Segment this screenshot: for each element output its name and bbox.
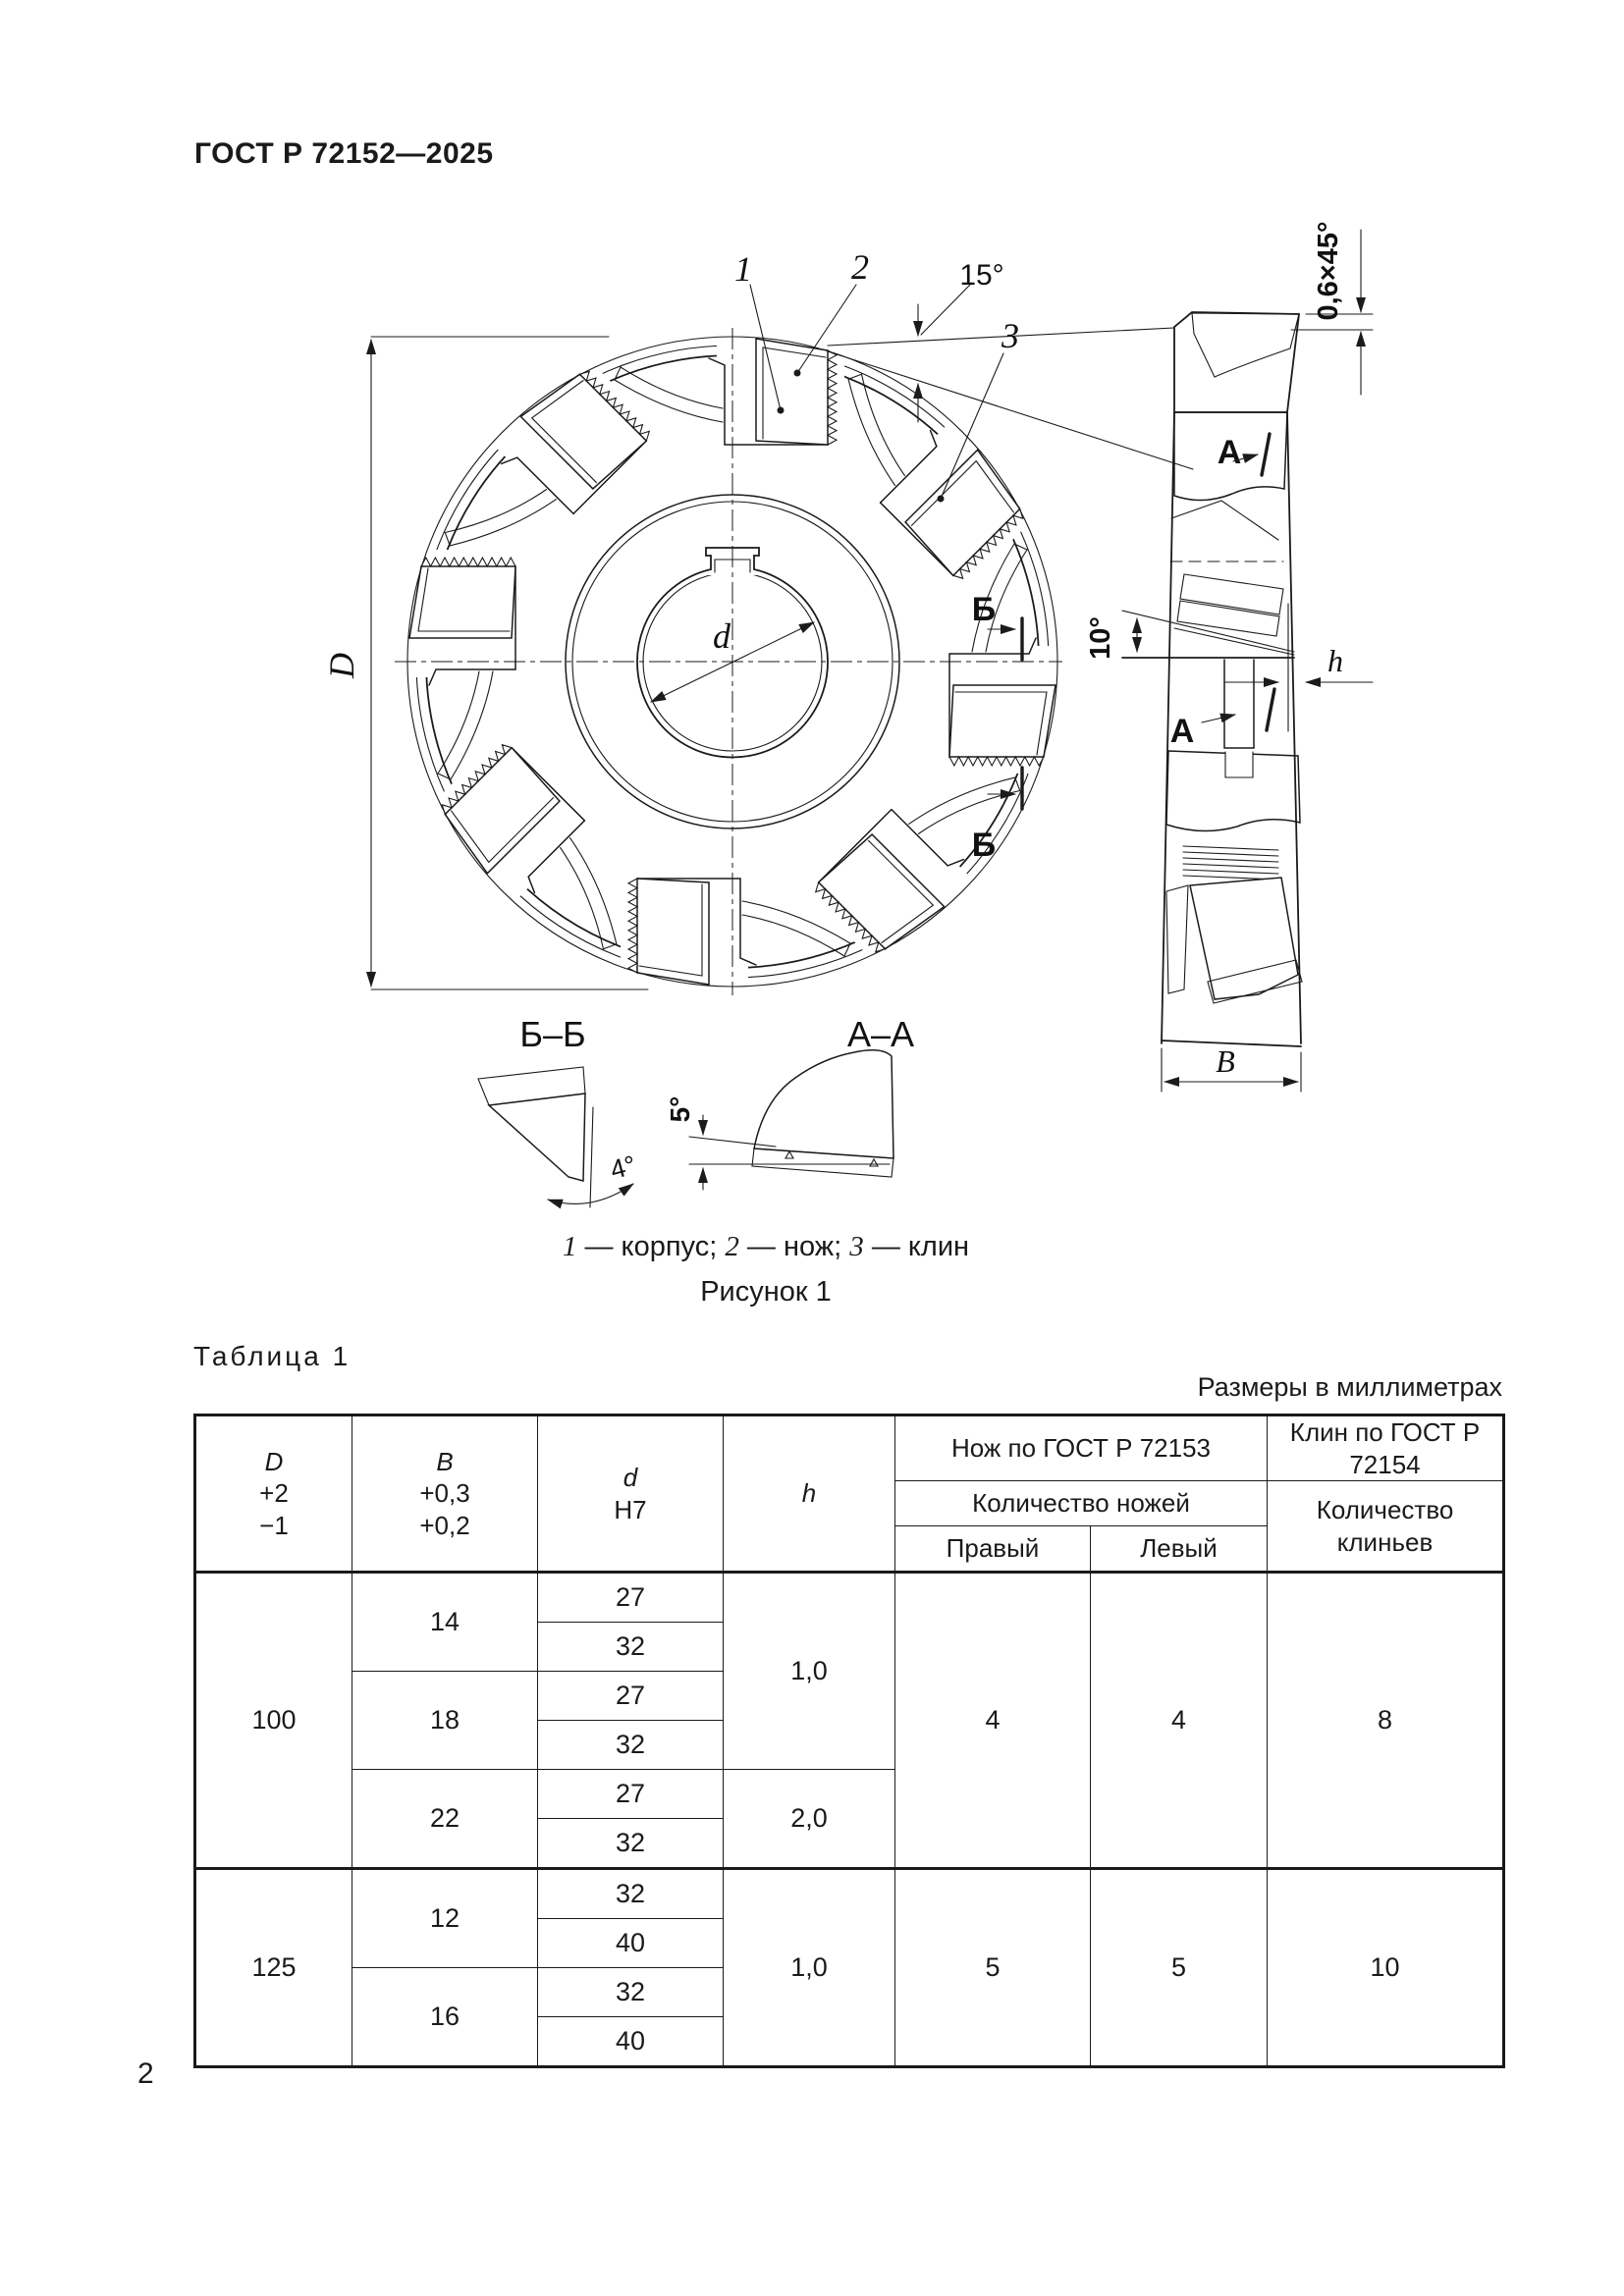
cell-D: 100 xyxy=(195,1573,352,1869)
col-header-D xyxy=(195,1415,352,1573)
cell-knives-left: 4 xyxy=(1091,1573,1268,1869)
angle-5-label: 5° xyxy=(665,1095,695,1123)
dim-D-label: D xyxy=(322,653,361,678)
dim-h-label: h xyxy=(1327,643,1343,678)
section-BB-view xyxy=(478,1014,639,1207)
col-header-h xyxy=(724,1415,895,1573)
caption-num-1: 1 xyxy=(562,1231,577,1262)
cell-d: 27 xyxy=(538,1573,724,1623)
table-row xyxy=(195,1869,1504,1919)
cell-wedges: 10 xyxy=(1268,1869,1504,2067)
table-units-note: Размеры в миллиметрах xyxy=(1197,1372,1502,1402)
cell-h: 1,0 xyxy=(724,1573,895,1770)
col-B-tol-upper: +0,3 xyxy=(419,1478,470,1509)
subheader-wedge-count: Количество клиньев xyxy=(1268,1481,1504,1573)
page-number: 2 xyxy=(137,2057,154,2090)
part-3-label: 3 xyxy=(1001,316,1019,355)
chamfer-label: 0,6×45° xyxy=(1313,221,1344,321)
angle-4-label: 4° xyxy=(607,1149,640,1186)
cell-d: 32 xyxy=(538,1721,724,1770)
cell-knives-left: 5 xyxy=(1091,1869,1268,2067)
col-D-tol-upper: +2 xyxy=(259,1478,289,1509)
subheader-right: Правый xyxy=(895,1526,1091,1573)
caption-text-1: — корпус; xyxy=(576,1231,726,1262)
section-AA-view xyxy=(665,1014,914,1190)
col-B-tol-lower: +0,2 xyxy=(419,1510,470,1540)
col-B-symbol: B xyxy=(436,1446,454,1476)
dim-chamfer xyxy=(1291,221,1373,395)
cell-B: 18 xyxy=(352,1672,538,1770)
col-D-tol-lower: −1 xyxy=(259,1510,289,1540)
dim-h xyxy=(1225,604,1373,731)
section-B-label-bottom: Б xyxy=(971,827,997,864)
section-AA-title: А–А xyxy=(846,1014,915,1054)
part-1-label: 1 xyxy=(734,249,752,289)
cell-d: 27 xyxy=(538,1770,724,1819)
caption-text-3: — клин xyxy=(863,1231,970,1262)
angle-15-label: 15° xyxy=(959,259,1004,292)
dim-d-label: d xyxy=(713,616,731,656)
cell-knives-right: 5 xyxy=(895,1869,1091,2067)
cell-d: 32 xyxy=(538,1968,724,2017)
group-header-knife: Нож по ГОСТ Р 72153 xyxy=(895,1415,1268,1481)
col-h-symbol: h xyxy=(801,1478,817,1509)
serration-strip-side xyxy=(1183,846,1278,880)
cell-d: 32 xyxy=(538,1819,724,1869)
col-d-fit: H7 xyxy=(614,1494,647,1524)
dim-B-label: B xyxy=(1216,1043,1235,1079)
cell-B: 16 xyxy=(352,1968,538,2067)
figure-name: Рисунок 1 xyxy=(700,1276,832,1308)
dim-10deg xyxy=(1085,611,1294,660)
cell-B: 22 xyxy=(352,1770,538,1869)
cell-d: 40 xyxy=(538,1919,724,1968)
angle-10-label: 10° xyxy=(1085,616,1116,660)
cell-D: 125 xyxy=(195,1869,352,2067)
standard-number: ГОСТ Р 72152—2025 xyxy=(194,137,494,170)
cell-wedges: 8 xyxy=(1268,1573,1504,1869)
table-row xyxy=(195,1573,1504,1623)
table-1 xyxy=(193,1414,1505,2068)
col-header-d xyxy=(538,1415,724,1573)
col-D-symbol: D xyxy=(264,1446,284,1476)
subheader-knife-count: Количество ножей xyxy=(895,1481,1268,1526)
col-header-B xyxy=(352,1415,538,1573)
cell-B: 14 xyxy=(352,1573,538,1672)
cutter-face-view xyxy=(322,247,1193,997)
cell-d: 32 xyxy=(538,1623,724,1672)
caption-num-3: 3 xyxy=(849,1231,864,1262)
section-B-label-top: Б xyxy=(971,591,997,628)
cell-h: 1,0 xyxy=(724,1869,895,2067)
caption-text-2: — нож; xyxy=(738,1231,850,1262)
subheader-left: Левый xyxy=(1091,1526,1268,1573)
section-A-label-top: А xyxy=(1217,434,1242,471)
dim-B xyxy=(1162,1043,1301,1092)
caption-num-2: 2 xyxy=(725,1231,739,1262)
cell-knives-right: 4 xyxy=(895,1573,1091,1869)
part-2-label: 2 xyxy=(851,247,869,287)
cutter-side-view xyxy=(1085,221,1373,1092)
section-BB-title: Б–Б xyxy=(519,1014,586,1054)
table-title: Таблица 1 xyxy=(193,1341,352,1371)
cell-d: 40 xyxy=(538,2017,724,2067)
group-header-wedge: Клин по ГОСТ Р 72154 xyxy=(1268,1415,1504,1481)
figure-caption xyxy=(275,1231,1257,1263)
col-d-symbol: d xyxy=(623,1463,638,1492)
cell-h: 2,0 xyxy=(724,1770,895,1869)
cell-d: 27 xyxy=(538,1672,724,1721)
section-A-label-bottom: А xyxy=(1169,713,1195,750)
cell-B: 12 xyxy=(352,1869,538,1968)
cell-d: 32 xyxy=(538,1869,724,1919)
